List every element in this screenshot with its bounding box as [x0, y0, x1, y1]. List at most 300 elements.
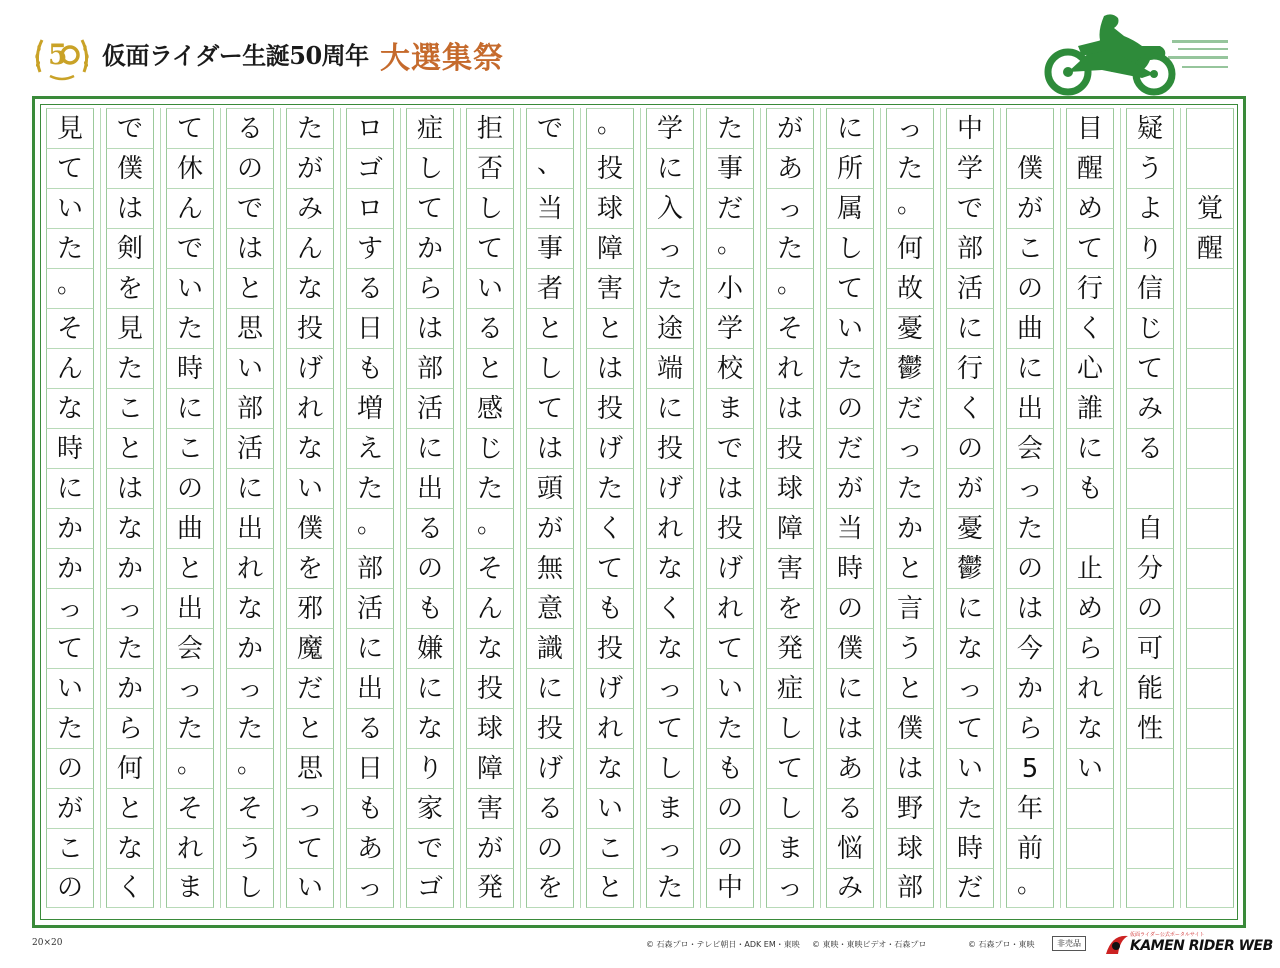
manuscript-column: [766, 108, 814, 908]
manuscript-cell: で: [946, 188, 994, 228]
manuscript-cell: て: [1066, 228, 1114, 268]
manuscript-cell: が: [1006, 188, 1054, 228]
manuscript-cell: る: [226, 108, 274, 148]
manuscript-cell: ら: [1006, 708, 1054, 748]
manuscript-cell: に: [46, 468, 94, 508]
manuscript-cell: た: [886, 468, 934, 508]
manuscript-cell: 学: [706, 308, 754, 348]
manuscript-cell: 識: [526, 628, 574, 668]
manuscript-cell: 投: [586, 388, 634, 428]
manuscript-cell: も: [1066, 468, 1114, 508]
manuscript-cell: に: [406, 668, 454, 708]
manuscript-cell: 症: [766, 668, 814, 708]
manuscript-cell: れ: [226, 548, 274, 588]
manuscript-cell: だ: [706, 188, 754, 228]
manuscript-cell: い: [706, 668, 754, 708]
manuscript-cell: っ: [766, 188, 814, 228]
manuscript-cell: て: [946, 708, 994, 748]
manuscript-cell: の: [166, 468, 214, 508]
manuscript-cell: て: [826, 268, 874, 308]
manuscript-cell: そ: [46, 308, 94, 348]
manuscript-cell: 時: [166, 348, 214, 388]
manuscript-column: [646, 108, 694, 908]
manuscript-cell: に: [406, 428, 454, 468]
manuscript-column: [946, 108, 994, 908]
manuscript-cell: る: [466, 308, 514, 348]
manuscript-cell: と: [106, 428, 154, 468]
manuscript-cell: 球: [886, 828, 934, 868]
manuscript-cell: り: [406, 748, 454, 788]
manuscript-cell: [1186, 348, 1234, 388]
manuscript-cell: は: [526, 428, 574, 468]
column-gutter-line: [280, 108, 281, 908]
manuscript-cell: 憂: [886, 308, 934, 348]
manuscript-cell: [1066, 508, 1114, 548]
manuscript-cell: 信: [1126, 268, 1174, 308]
column-gutter-line: [100, 108, 101, 908]
manuscript-cell: と: [286, 708, 334, 748]
manuscript-cell: か: [226, 628, 274, 668]
manuscript-cell: 者: [526, 268, 574, 308]
manuscript-cell: と: [886, 668, 934, 708]
manuscript-cell: 発: [766, 628, 814, 668]
manuscript-cell: 小: [706, 268, 754, 308]
manuscript-cell: じ: [1126, 308, 1174, 348]
manuscript-cell: げ: [586, 428, 634, 468]
manuscript-cell: 鬱: [946, 548, 994, 588]
manuscript-cell: 。: [766, 268, 814, 308]
manuscript-cell: っ: [226, 668, 274, 708]
rider-motorcycle-icon: [1042, 10, 1232, 100]
manuscript-cell: 休: [166, 148, 214, 188]
manuscript-cell: [1066, 828, 1114, 868]
manuscript-cell: な: [406, 708, 454, 748]
manuscript-cell: 嫌: [406, 628, 454, 668]
manuscript-cell: 障: [466, 748, 514, 788]
manuscript-cell: 活: [406, 388, 454, 428]
manuscript-cell: [1186, 588, 1234, 628]
manuscript-cell: を: [106, 268, 154, 308]
manuscript-cell: が: [766, 108, 814, 148]
manuscript-cell: 能: [1126, 668, 1174, 708]
manuscript-cell: た: [346, 468, 394, 508]
manuscript-cell: こ: [586, 828, 634, 868]
manuscript-cell: か: [886, 508, 934, 548]
manuscript-cell: め: [1066, 588, 1114, 628]
manuscript-cell: る: [346, 708, 394, 748]
manuscript-cell: っ: [346, 868, 394, 908]
manuscript-cell: し: [526, 348, 574, 388]
manuscript-cell: は: [826, 708, 874, 748]
manuscript-cell: た: [46, 708, 94, 748]
manuscript-cell: [1186, 308, 1234, 348]
manuscript-cell: げ: [706, 548, 754, 588]
manuscript-cell: て: [406, 188, 454, 228]
manuscript-cell: 部: [886, 868, 934, 908]
manuscript-cell: [1006, 108, 1054, 148]
manuscript-column: [706, 108, 754, 908]
manuscript-cell: っ: [946, 668, 994, 708]
manuscript-cell: 部: [406, 348, 454, 388]
manuscript-cell: も: [706, 748, 754, 788]
manuscript-cell: 無: [526, 548, 574, 588]
manuscript-cell: 出: [346, 668, 394, 708]
manuscript-column: [1006, 108, 1054, 908]
manuscript-cell: の: [1126, 588, 1174, 628]
manuscript-cell: か: [406, 228, 454, 268]
manuscript-cell: た: [946, 788, 994, 828]
manuscript-cell: 投: [586, 628, 634, 668]
manuscript-cell: 入: [646, 188, 694, 228]
manuscript-cell: だ: [946, 868, 994, 908]
manuscript-cell: い: [286, 468, 334, 508]
manuscript-cell: た: [586, 468, 634, 508]
manuscript-cell: 。: [226, 748, 274, 788]
manuscript-cell: 分: [1126, 548, 1174, 588]
manuscript-cell: あ: [766, 148, 814, 188]
manuscript-cell: 時: [826, 548, 874, 588]
manuscript-cell: は: [106, 468, 154, 508]
manuscript-cell: 所: [826, 148, 874, 188]
manuscript-cell: 投: [586, 148, 634, 188]
manuscript-cell: 見: [106, 308, 154, 348]
manuscript-cell: 増: [346, 388, 394, 428]
manuscript-cell: の: [826, 388, 874, 428]
manuscript-cell: 症: [406, 108, 454, 148]
column-gutter-line: [1120, 108, 1121, 908]
column-gutter-line: [700, 108, 701, 908]
manuscript-cell: [1186, 508, 1234, 548]
manuscript-cell: 球: [466, 708, 514, 748]
manuscript-cell: 中: [706, 868, 754, 908]
manuscript-cell: [1126, 468, 1174, 508]
manuscript-cell: 何: [106, 748, 154, 788]
manuscript-cell: い: [286, 868, 334, 908]
manuscript-cell: る: [526, 788, 574, 828]
manuscript-cell: か: [46, 508, 94, 548]
manuscript-cell: っ: [646, 668, 694, 708]
manuscript-cell: げ: [286, 348, 334, 388]
manuscript-cell: 出: [166, 588, 214, 628]
manuscript-cell: [1186, 428, 1234, 468]
manuscript-cell: た: [646, 268, 694, 308]
manuscript-cell: 害: [586, 268, 634, 308]
manuscript-cell: 部: [346, 548, 394, 588]
svg-text:5: 5: [48, 38, 68, 71]
manuscript-cell: 学: [646, 108, 694, 148]
manuscript-cell: 悩: [826, 828, 874, 868]
manuscript-cell: っ: [1006, 468, 1054, 508]
column-gutter-line: [400, 108, 401, 908]
manuscript-cell: い: [1066, 748, 1114, 788]
manuscript-column: [586, 108, 634, 908]
manuscript-cell: し: [646, 748, 694, 788]
manuscript-cell: れ: [286, 388, 334, 428]
manuscript-cell: も: [586, 588, 634, 628]
manuscript-cell: そ: [166, 788, 214, 828]
page-header: [0, 0, 1280, 100]
manuscript-cell: て: [646, 708, 694, 748]
manuscript-cell: 自: [1126, 508, 1174, 548]
manuscript-cell: た: [706, 708, 754, 748]
manuscript-cell: た: [646, 868, 694, 908]
manuscript-cell: た: [166, 708, 214, 748]
manuscript-cell: 。: [586, 108, 634, 148]
manuscript-cell: 発: [466, 868, 514, 908]
manuscript-column: [1066, 108, 1114, 908]
manuscript-cell: は: [406, 308, 454, 348]
manuscript-cell: [1186, 108, 1234, 148]
manuscript-cell: 投: [706, 508, 754, 548]
manuscript-cell: な: [286, 428, 334, 468]
manuscript-cell: う: [1126, 148, 1174, 188]
manuscript-cell: か: [106, 548, 154, 588]
manuscript-cell: 活: [346, 588, 394, 628]
manuscript-cell: も: [406, 588, 454, 628]
manuscript-cell: な: [226, 588, 274, 628]
manuscript-cell: 時: [46, 428, 94, 468]
manuscript-cell: く: [586, 508, 634, 548]
column-gutter-line: [580, 108, 581, 908]
manuscript-cell: う: [886, 628, 934, 668]
manuscript-cell: ら: [106, 708, 154, 748]
manuscript-cell: て: [46, 628, 94, 668]
manuscript-cell: く: [1066, 308, 1114, 348]
manuscript-cell: れ: [586, 708, 634, 748]
manuscript-cell: が: [466, 828, 514, 868]
manuscript-cell: た: [286, 108, 334, 148]
manuscript-cell: が: [946, 468, 994, 508]
manuscript-cell: て: [1126, 348, 1174, 388]
manuscript-cell: て: [706, 628, 754, 668]
manuscript-cell: っ: [46, 588, 94, 628]
column-gutter-line: [880, 108, 881, 908]
manuscript-cell: 可: [1126, 628, 1174, 668]
manuscript-cell: 害: [466, 788, 514, 828]
manuscript-cell: と: [166, 548, 214, 588]
manuscript-cell: し: [466, 188, 514, 228]
manuscript-cell: 中: [946, 108, 994, 148]
manuscript-cell: っ: [166, 668, 214, 708]
manuscript-cell: が: [46, 788, 94, 828]
manuscript-cell: み: [286, 188, 334, 228]
manuscript-cell: っ: [886, 428, 934, 468]
manuscript-cell: 憂: [946, 508, 994, 548]
manuscript-cell: で: [226, 188, 274, 228]
manuscript-cell: れ: [706, 588, 754, 628]
manuscript-cell: な: [586, 748, 634, 788]
manuscript-cell: い: [586, 788, 634, 828]
manuscript-cell: に: [946, 308, 994, 348]
manuscript-cell: の: [706, 788, 754, 828]
manuscript-cell: な: [646, 628, 694, 668]
manuscript-cell: 今: [1006, 628, 1054, 668]
manuscript-cell: 時: [946, 828, 994, 868]
manuscript-cell: [1066, 868, 1114, 908]
manuscript-cell: が: [526, 508, 574, 548]
manuscript-cell: た: [46, 228, 94, 268]
column-gutter-line: [1060, 108, 1061, 908]
manuscript-cell: な: [946, 628, 994, 668]
manuscript-cell: い: [826, 308, 874, 348]
manuscript-cell: 故: [886, 268, 934, 308]
manuscript-cell: 野: [886, 788, 934, 828]
manuscript-cell: の: [406, 548, 454, 588]
column-gutter-line: [1000, 108, 1001, 908]
manuscript-cell: の: [1006, 548, 1054, 588]
manuscript-cell: 当: [826, 508, 874, 548]
manuscript-cell: た: [466, 468, 514, 508]
manuscript-cell: 魔: [286, 628, 334, 668]
column-gutter-line: [1180, 108, 1181, 908]
manuscript-cell: っ: [766, 868, 814, 908]
manuscript-cell: に: [1066, 428, 1114, 468]
manuscript-cell: く: [646, 588, 694, 628]
column-gutter-line: [160, 108, 161, 908]
manuscript-cell: こ: [166, 428, 214, 468]
manuscript-cell: と: [466, 348, 514, 388]
manuscript-cell: こ: [106, 388, 154, 428]
manuscript-cell: は: [886, 748, 934, 788]
manuscript-cell: 5: [1006, 748, 1054, 788]
manuscript-cell: っ: [286, 788, 334, 828]
manuscript-cell: て: [766, 748, 814, 788]
manuscript-cell: は: [706, 468, 754, 508]
manuscript-cell: た: [166, 308, 214, 348]
manuscript-cell: で: [706, 428, 754, 468]
manuscript-cell: 言: [886, 588, 934, 628]
manuscript-cell: [1126, 868, 1174, 908]
manuscript-cell: は: [226, 228, 274, 268]
manuscript-cell: 。: [886, 188, 934, 228]
manuscript-cell: 覚: [1186, 188, 1234, 228]
manuscript-cell: [1186, 868, 1234, 908]
manuscript-cell: じ: [466, 428, 514, 468]
manuscript-cell: 意: [526, 588, 574, 628]
manuscript-cell: た: [106, 348, 154, 388]
manuscript-cell: と: [226, 268, 274, 308]
manuscript-cell: で: [166, 228, 214, 268]
manuscript-cell: し: [766, 788, 814, 828]
copyright-3: © 石森プロ・東映: [968, 940, 1035, 949]
manuscript-cell: の: [826, 588, 874, 628]
manuscript-cell: よ: [1126, 188, 1174, 228]
manuscript-cell: く: [106, 868, 154, 908]
manuscript-cell: を: [526, 868, 574, 908]
manuscript-cell: 思: [226, 308, 274, 348]
manuscript-cell: い: [46, 668, 94, 708]
manuscript-cell: あ: [826, 748, 874, 788]
manuscript-cell: に: [526, 668, 574, 708]
manuscript-cell: 障: [766, 508, 814, 548]
manuscript-cell: と: [106, 788, 154, 828]
column-gutter-line: [940, 108, 941, 908]
manuscript-cell: 。: [166, 748, 214, 788]
manuscript-column: [886, 108, 934, 908]
manuscript-cell: [1186, 388, 1234, 428]
column-gutter-line: [340, 108, 341, 908]
column-gutter-line: [820, 108, 821, 908]
manuscript-cell: で: [106, 108, 154, 148]
manuscript-cell: に: [346, 628, 394, 668]
copyright-2: © 東映・東映ビデオ・石森プロ: [812, 940, 927, 949]
manuscript-column: [106, 108, 154, 908]
manuscript-cell: 投: [646, 428, 694, 468]
manuscript-cell: し: [226, 868, 274, 908]
manuscript-cell: た: [706, 108, 754, 148]
manuscript-cell: た: [886, 148, 934, 188]
manuscript-cell: 、: [526, 148, 574, 188]
manuscript-cell: っ: [646, 828, 694, 868]
manuscript-cell: 日: [346, 748, 394, 788]
manuscript-cell: て: [466, 228, 514, 268]
manuscript-cell: っ: [886, 108, 934, 148]
manuscript-cell: 日: [346, 308, 394, 348]
manuscript-column: [286, 108, 334, 908]
manuscript-cell: こ: [1006, 228, 1054, 268]
manuscript-cell: 会: [1006, 428, 1054, 468]
manuscript-cell: て: [286, 828, 334, 868]
manuscript-cell: 。: [346, 508, 394, 548]
manuscript-cell: 投: [466, 668, 514, 708]
manuscript-cell: て: [166, 108, 214, 148]
manuscript-cell: と: [886, 548, 934, 588]
manuscript-cell: 僕: [106, 148, 154, 188]
manuscript-cell: 曲: [1006, 308, 1054, 348]
manuscript-cell: に: [826, 108, 874, 148]
manuscript-cell: [1066, 788, 1114, 828]
manuscript-cell: て: [526, 388, 574, 428]
manuscript-column: [226, 108, 274, 908]
manuscript-cell: 僕: [1006, 148, 1054, 188]
manuscript-cell: 属: [826, 188, 874, 228]
manuscript-cell: ま: [646, 788, 694, 828]
manuscript-cell: 途: [646, 308, 694, 348]
manuscript-cell: は: [586, 348, 634, 388]
manuscript-cell: 感: [466, 388, 514, 428]
anniversary-50th-logo: [30, 22, 94, 86]
manuscript-cell: こ: [46, 828, 94, 868]
manuscript-cell: 害: [766, 548, 814, 588]
manuscript-cell: そ: [226, 788, 274, 828]
manuscript-cell: 疑: [1126, 108, 1174, 148]
manuscript-cell: 行: [946, 348, 994, 388]
manuscript-cell: 球: [766, 468, 814, 508]
manuscript-cell: た: [226, 708, 274, 748]
column-gutter-line: [520, 108, 521, 908]
manuscript-cell: く: [946, 388, 994, 428]
manuscript-cell: の: [46, 748, 94, 788]
column-gutter-line: [460, 108, 461, 908]
manuscript-cell: は: [766, 388, 814, 428]
manuscript-cell: 何: [886, 228, 934, 268]
manuscript-cell: 学: [946, 148, 994, 188]
manuscript-cell: た: [826, 348, 874, 388]
column-gutter-line: [220, 108, 221, 908]
manuscript-cell: [1186, 268, 1234, 308]
manuscript-cell: り: [1126, 228, 1174, 268]
manuscript-cell: い: [466, 268, 514, 308]
manuscript-cell: が: [286, 148, 334, 188]
manuscript-cell: 僕: [826, 628, 874, 668]
manuscript-cell: 家: [406, 788, 454, 828]
manuscript-cell: [1126, 828, 1174, 868]
manuscript-cell: 行: [1066, 268, 1114, 308]
column-gutter-line: [760, 108, 761, 908]
manuscript-cell: れ: [646, 508, 694, 548]
manuscript-cell: 否: [466, 148, 514, 188]
manuscript-cell: な: [466, 628, 514, 668]
